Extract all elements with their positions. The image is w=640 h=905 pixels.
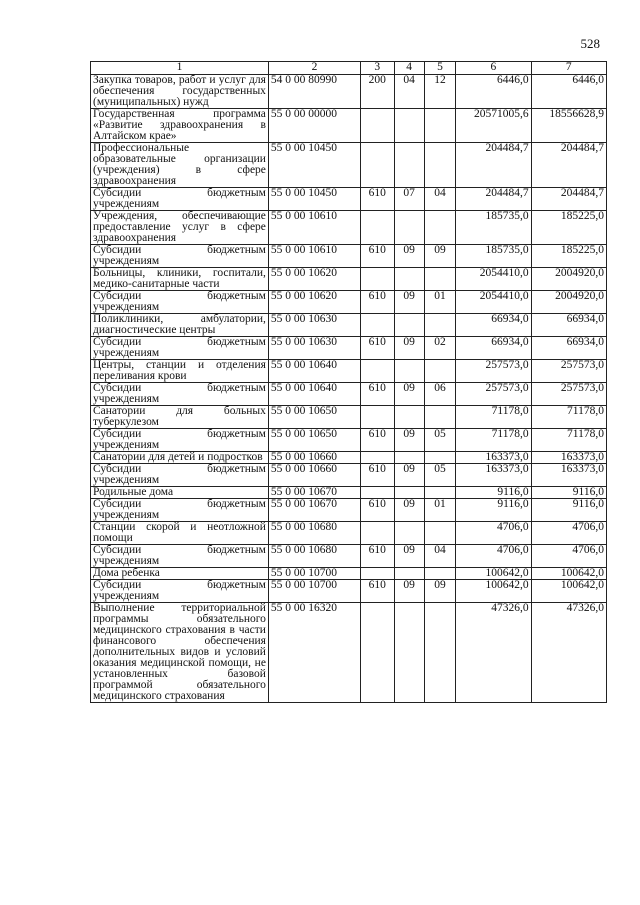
table-row: [91, 545, 607, 568]
subsection-cell: 01: [424, 499, 455, 522]
amount-cell: 204484,7: [531, 188, 606, 211]
subsection-cell: 06: [424, 383, 455, 406]
subsection-cell: 01: [424, 291, 455, 314]
table-row: [91, 211, 607, 245]
expense-type-cell: [361, 487, 394, 499]
amount-cell: 2004920,0: [531, 268, 606, 291]
item-name-cell: Поликлиники, амбулатории, диагностические центры: [91, 314, 269, 337]
section-cell: [394, 360, 424, 383]
amount-cell: 185735,0: [456, 211, 531, 245]
amount-cell: 257573,0: [531, 383, 606, 406]
item-name-cell: Учреждения, обеспечивающие предоставление услуг в сфере здравоохранения: [91, 211, 269, 245]
column-header: 5: [424, 62, 455, 75]
subsection-cell: [424, 268, 455, 291]
section-cell: 07: [394, 188, 424, 211]
subsection-cell: [424, 314, 455, 337]
section-cell: 09: [394, 291, 424, 314]
column-header: 7: [531, 62, 606, 75]
amount-cell: 185735,0: [456, 245, 531, 268]
amount-cell: 4706,0: [456, 545, 531, 568]
table-row: [91, 75, 607, 109]
subsection-cell: 09: [424, 580, 455, 603]
item-name-cell: Санатории для больных туберкулезом: [91, 406, 269, 429]
expense-type-cell: [361, 406, 394, 429]
table-row: [91, 109, 607, 143]
target-code-cell: 55 0 00 10450: [268, 188, 360, 211]
expense-type-cell: 610: [361, 499, 394, 522]
table-row: [91, 245, 607, 268]
amount-cell: 66934,0: [456, 314, 531, 337]
amount-cell: 71178,0: [531, 406, 606, 429]
table-row: [91, 383, 607, 406]
section-cell: [394, 211, 424, 245]
table-row: [91, 337, 607, 360]
section-cell: [394, 143, 424, 188]
amount-cell: 71178,0: [456, 429, 531, 452]
item-name-cell: Субсидии бюджетным учреждениям: [91, 245, 269, 268]
page-number: 528: [580, 36, 600, 51]
amount-cell: 66934,0: [531, 337, 606, 360]
amount-cell: 6446,0: [531, 75, 606, 109]
column-header: 4: [394, 62, 424, 75]
item-name-cell: Субсидии бюджетным учреждениям: [91, 464, 269, 487]
expense-type-cell: 610: [361, 464, 394, 487]
subsection-cell: [424, 487, 455, 499]
item-name-cell: Субсидии бюджетным учреждениям: [91, 383, 269, 406]
amount-cell: 18556628,9: [531, 109, 606, 143]
target-code-cell: 55 0 00 10640: [268, 360, 360, 383]
amount-cell: 9116,0: [531, 487, 606, 499]
amount-cell: 47326,0: [456, 603, 531, 703]
target-code-cell: 55 0 00 10670: [268, 487, 360, 499]
expense-type-cell: [361, 568, 394, 580]
expense-type-cell: [361, 360, 394, 383]
amount-cell: 66934,0: [456, 337, 531, 360]
amount-cell: 20571005,6: [456, 109, 531, 143]
target-code-cell: 55 0 00 10650: [268, 406, 360, 429]
table-row: [91, 268, 607, 291]
column-header: 1: [91, 62, 269, 75]
target-code-cell: 55 0 00 10650: [268, 429, 360, 452]
subsection-cell: [424, 211, 455, 245]
amount-cell: 4706,0: [531, 545, 606, 568]
expense-type-cell: 610: [361, 337, 394, 360]
section-cell: [394, 314, 424, 337]
amount-cell: 163373,0: [531, 464, 606, 487]
table-row: [91, 188, 607, 211]
amount-cell: 2054410,0: [456, 291, 531, 314]
amount-cell: 204484,7: [456, 143, 531, 188]
section-cell: 09: [394, 429, 424, 452]
expense-type-cell: [361, 143, 394, 188]
amount-cell: 9116,0: [456, 499, 531, 522]
subsection-cell: 09: [424, 245, 455, 268]
amount-cell: 163373,0: [456, 464, 531, 487]
subsection-cell: [424, 568, 455, 580]
section-cell: 09: [394, 464, 424, 487]
item-name-cell: Субсидии бюджетным учреждениям: [91, 429, 269, 452]
target-code-cell: 55 0 00 10660: [268, 464, 360, 487]
subsection-cell: 12: [424, 75, 455, 109]
item-name-cell: Дома ребенка: [91, 568, 269, 580]
section-cell: [394, 568, 424, 580]
section-cell: 09: [394, 580, 424, 603]
expense-type-cell: [361, 603, 394, 703]
item-name-cell: Субсидии бюджетным учреждениям: [91, 545, 269, 568]
section-cell: 09: [394, 383, 424, 406]
amount-cell: 2004920,0: [531, 291, 606, 314]
target-code-cell: 55 0 00 10660: [268, 452, 360, 464]
section-cell: [394, 406, 424, 429]
subsection-cell: [424, 143, 455, 188]
subsection-cell: 02: [424, 337, 455, 360]
item-name-cell: Выполнение территориальной программы обязательного медицинского страхования в части финансового обеспечения дополнительных видов и условий оказания медицинской помощи, не установленных базовой программой обязательного медицинского страхования: [91, 603, 269, 703]
expense-type-cell: [361, 109, 394, 143]
section-cell: 09: [394, 337, 424, 360]
item-name-cell: Субсидии бюджетным учреждениям: [91, 580, 269, 603]
budget-table: [90, 61, 607, 703]
column-header: 6: [456, 62, 531, 75]
amount-cell: 257573,0: [456, 383, 531, 406]
column-header: 3: [361, 62, 394, 75]
item-name-cell: Центры, станции и отделения переливания крови: [91, 360, 269, 383]
amount-cell: 100642,0: [456, 580, 531, 603]
section-cell: [394, 522, 424, 545]
target-code-cell: 55 0 00 16320: [268, 603, 360, 703]
subsection-cell: [424, 406, 455, 429]
subsection-cell: 04: [424, 545, 455, 568]
table-row: [91, 143, 607, 188]
target-code-cell: 55 0 00 10630: [268, 314, 360, 337]
amount-cell: 4706,0: [456, 522, 531, 545]
expense-type-cell: [361, 268, 394, 291]
table-header-row: [91, 62, 607, 75]
amount-cell: 257573,0: [456, 360, 531, 383]
item-name-cell: Закупка товаров, работ и услуг для обеспечения государственных (муниципальных) нужд: [91, 75, 269, 109]
table-row: [91, 603, 607, 703]
item-name-cell: Субсидии бюджетным учреждениям: [91, 337, 269, 360]
amount-cell: 163373,0: [456, 452, 531, 464]
section-cell: [394, 452, 424, 464]
target-code-cell: 54 0 00 80990: [268, 75, 360, 109]
expense-type-cell: 200: [361, 75, 394, 109]
expense-type-cell: 610: [361, 245, 394, 268]
expense-type-cell: 610: [361, 291, 394, 314]
section-cell: 09: [394, 545, 424, 568]
section-cell: 09: [394, 499, 424, 522]
section-cell: 04: [394, 75, 424, 109]
target-code-cell: 55 0 00 10640: [268, 383, 360, 406]
item-name-cell: Родильные дома: [91, 487, 269, 499]
amount-cell: 100642,0: [531, 568, 606, 580]
amount-cell: 163373,0: [531, 452, 606, 464]
section-cell: [394, 487, 424, 499]
section-cell: 09: [394, 245, 424, 268]
item-name-cell: Станции скорой и неотложной помощи: [91, 522, 269, 545]
subsection-cell: [424, 109, 455, 143]
subsection-cell: 05: [424, 429, 455, 452]
amount-cell: 204484,7: [531, 143, 606, 188]
expense-type-cell: 610: [361, 429, 394, 452]
item-name-cell: Больницы, клиники, госпитали, медико-санитарные части: [91, 268, 269, 291]
subsection-cell: [424, 360, 455, 383]
item-name-cell: Субсидии бюджетным учреждениям: [91, 499, 269, 522]
target-code-cell: 55 0 00 10610: [268, 211, 360, 245]
table-row: [91, 464, 607, 487]
table-row: [91, 406, 607, 429]
expense-type-cell: [361, 314, 394, 337]
target-code-cell: 55 0 00 10680: [268, 522, 360, 545]
item-name-cell: Субсидии бюджетным учреждениям: [91, 291, 269, 314]
table-row: [91, 291, 607, 314]
amount-cell: 2054410,0: [456, 268, 531, 291]
table-row: [91, 580, 607, 603]
table-row: [91, 314, 607, 337]
expense-type-cell: 610: [361, 580, 394, 603]
subsection-cell: [424, 452, 455, 464]
section-cell: [394, 109, 424, 143]
amount-cell: 204484,7: [456, 188, 531, 211]
item-name-cell: Государственная программа «Развитие здравоохранения в Алтайском крае»: [91, 109, 269, 143]
target-code-cell: 55 0 00 10700: [268, 580, 360, 603]
item-name-cell: Санатории для детей и подростков: [91, 452, 269, 464]
section-cell: [394, 603, 424, 703]
section-cell: [394, 268, 424, 291]
expense-type-cell: [361, 522, 394, 545]
target-code-cell: 55 0 00 10670: [268, 499, 360, 522]
subsection-cell: [424, 522, 455, 545]
subsection-cell: 05: [424, 464, 455, 487]
target-code-cell: 55 0 00 00000: [268, 109, 360, 143]
target-code-cell: 55 0 00 10680: [268, 545, 360, 568]
target-code-cell: 55 0 00 10620: [268, 291, 360, 314]
subsection-cell: [424, 603, 455, 703]
expense-type-cell: 610: [361, 383, 394, 406]
table-row: [91, 360, 607, 383]
amount-cell: 47326,0: [531, 603, 606, 703]
table-row: [91, 452, 607, 464]
expense-type-cell: [361, 452, 394, 464]
expense-type-cell: 610: [361, 188, 394, 211]
table-body: [91, 75, 607, 703]
table-row: [91, 568, 607, 580]
amount-cell: 9116,0: [531, 499, 606, 522]
amount-cell: 71178,0: [456, 406, 531, 429]
expense-type-cell: [361, 211, 394, 245]
item-name-cell: Субсидии бюджетным учреждениям: [91, 188, 269, 211]
amount-cell: 257573,0: [531, 360, 606, 383]
expense-type-cell: 610: [361, 545, 394, 568]
target-code-cell: 55 0 00 10700: [268, 568, 360, 580]
column-header: 2: [268, 62, 360, 75]
table-row: [91, 487, 607, 499]
amount-cell: 185225,0: [531, 211, 606, 245]
target-code-cell: 55 0 00 10630: [268, 337, 360, 360]
amount-cell: 66934,0: [531, 314, 606, 337]
amount-cell: 100642,0: [531, 580, 606, 603]
table-row: [91, 499, 607, 522]
item-name-cell: Профессиональные образовательные организации (учреждения) в сфере здравоохранения: [91, 143, 269, 188]
amount-cell: 185225,0: [531, 245, 606, 268]
table-row: [91, 429, 607, 452]
amount-cell: 9116,0: [456, 487, 531, 499]
amount-cell: 6446,0: [456, 75, 531, 109]
amount-cell: 71178,0: [531, 429, 606, 452]
subsection-cell: 04: [424, 188, 455, 211]
target-code-cell: 55 0 00 10450: [268, 143, 360, 188]
amount-cell: 4706,0: [531, 522, 606, 545]
target-code-cell: 55 0 00 10610: [268, 245, 360, 268]
table-row: [91, 522, 607, 545]
amount-cell: 100642,0: [456, 568, 531, 580]
target-code-cell: 55 0 00 10620: [268, 268, 360, 291]
